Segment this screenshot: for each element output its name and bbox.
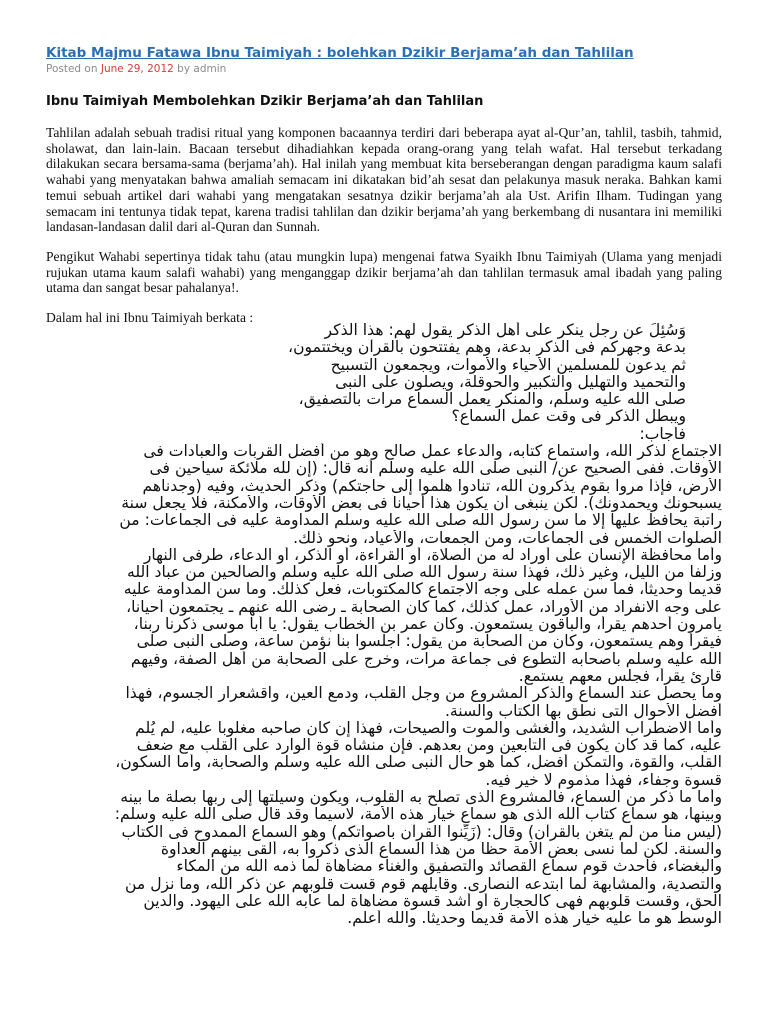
- by-label: by: [177, 63, 191, 75]
- arabic-line: والبغضاء، فأحدث قوم سماع القصائد والتصفيق والغناء مضاهاة لما ذمه الله من المكاء: [176, 858, 722, 876]
- arabic-line: عليه، كما قد كان يكون فى التابعين ومن بعدهم. فإن منشأه قوة الوارد على القلب مع ضعف: [136, 737, 722, 755]
- arabic-line: والسنة. لكن لما نسى بعض الأمة حظاً من هذا السماع الذى ذكروا به، ألقى بينهم العداوة: [160, 840, 722, 858]
- arabic-line: وَسُئِلَ عن رجل ينكر على أهل الذكر يقول لهم: هذا الذكر: [324, 322, 686, 339]
- posted-on-label: Posted on: [46, 63, 98, 75]
- arabic-line: (ليس منا من لم يتغن بالقرآن) وقال: (زَيِّنوا القرآن بأصواتكم) وهو السماع الممدوح فى الكتاب: [121, 823, 722, 841]
- arabic-line: يأمرون أحدهم يقرأ، والباقون يستمعون. وكان عمر بن الخطاب يقول: يا أبا موسى ذكرنا ربنا،: [133, 616, 722, 634]
- arabic-line: قسوة وجفاء، فهذا مذموم لا خير فيه.: [485, 771, 722, 789]
- arabic-line: يسبحونك ويحمدونك). لكن ينبغى أن يكون هذا أحياناً فى بعض الأوقات، والأمكنة، فلا يجعل سنة: [121, 494, 722, 512]
- arabic-line: فأجاب:: [639, 425, 686, 443]
- arabic-line: القلب، والقوة، والتمكن أفضل، كما هو حال النبى صلى الله عليه وسلم والصحابة، وأما السكون،: [115, 754, 722, 772]
- arabic-line: قديماً وحديثاً، فما سن عمله على وجه الاجتماع كالمكتوبات، فعل كذلك. وما سن المداومة عليه: [123, 581, 722, 599]
- arabic-line: الحق، وقست قلوبهم فهى كالحجارة أو أشد قسوة مضاهاة لما عابه الله على اليهود. والدين: [143, 892, 722, 910]
- arabic-line: الله عليه وسلم بأصحابه التطوع فى جماعة مرات، وخرج على الصحابة من أهل الصفة، وفيهم: [130, 650, 722, 668]
- post-author[interactable]: admin: [193, 63, 227, 75]
- arabic-line: وبينها، هو سماع كتاب الله الذى هو سماع خيار هذه الأمة، لاسيما وقد قال صلى الله عليه وسلم:: [114, 806, 722, 824]
- article-subtitle: Ibnu Taimiyah Membolehkan Dzikir Berjama’ah dan Tahlilan: [46, 94, 484, 109]
- arabic-line: وأما محافظة الإنسان على أوراد له من الصلاة، أو القراءة، أو الذكر، أو الدعاء، طرفى النهار: [143, 546, 722, 564]
- arabic-line: وما يحصل عند السماع والذكر المشروع من وجل القلب، ودمع العين، واقشعرار الجسوم، فهذا: [125, 685, 722, 703]
- arabic-line: والتحميد والتهليل والتكبير والحوقلة، ويصلون على النبى: [335, 373, 686, 391]
- post-title-link[interactable]: Kitab Majmu Fatawa Ibnu Taimiyah : bolehkan Dzikir Berjama’ah dan Tahlilan: [46, 45, 634, 61]
- arabic-line: أفضل الأحوال التى نطق بها الكتاب والسنة.: [444, 702, 722, 720]
- arabic-line: الصلوات الخمس فى الجماعات، ومن الجمعات، والأعياد، ونحو ذلك.: [293, 529, 722, 547]
- arabic-fatwa-text: [46, 322, 722, 927]
- arabic-line: وأما ما ذكر من السماع، فالمشروع الذى تصلح به القلوب، ويكون وسيلتها إلى ربها بصلة ما بينه: [120, 789, 722, 807]
- arabic-line: قارئ يقرأ، فجلس معهم يستمع.: [518, 667, 722, 685]
- arabic-line: ويبطل الذكر فى وقت عمل السماع؟: [451, 408, 686, 426]
- arabic-line: والتصدية، والمشابهة لما ابتدعه النصارى. وقابلهم قوم قست قلوبهم عن ذكر الله، وما نزل من: [125, 875, 722, 893]
- arabic-line: بدعة وجهركم فى الذكر بدعة، وهم يفتتحون بالقرآن ويختتمون،: [288, 339, 686, 357]
- paragraph-2: Pengikut Wahabi sepertinya tidak tahu (atau mungkin lupa) mengenai fatwa Syaikh Ibnu Taimiyah (Ulama yang menjadi rujukan utama kaum salafi wahabi) yang menganggap dzikir berjama’ah dan tahlilan termasuk amal ibadah yang paling utama dan sangat besar pahalanya!.: [46, 248, 722, 296]
- arabic-line: الاجتماع لذكر الله، واستماع كتابه، والدعاء عمل صالح وهو من أفضل القربات والعبادات فى: [143, 443, 722, 461]
- paragraph-1: Tahlilan adalah sebuah tradisi ritual yang komponen bacaannya terdiri dari beberapa ayat al-Qur’an, tahlil, tasbih, tahmid, sholawat, dan lain-lain. Bacaan tersebut dihadiahkan kepada orang-orang yang telah wafat. Hal tersebut terkadang dilakukan secara bersama-sama (berjama’ah). Hal inilah yang membuat kita berseberangan dengan paradigma kaum salafi wahabi yang menyatakan bahwa amaliah semacam ini dikatakan bid’ah sesat dan pelakunya masuk neraka. Bahkan kami temui sebuah artikel dari wahabi yang mengatakan sesatnya dzikir berjama’ah ala Ust. Arifin Ilham. Tudingan yang semacam ini tentunya tidak tepat, karena tradisi tahlilan dan dzikir berjama’ah yang berkembang di nusantara ini memiliki landasan-landasan dalil dari al-Quran dan Sunnah.: [46, 125, 722, 235]
- quote-intro: Dalam hal ini Ibnu Taimiyah berkata :: [46, 310, 254, 326]
- article: [46, 44, 722, 326]
- arabic-line: الأرض، فإذا مروا بقوم يذكرون الله، تنادوا هلموا إلى حاجتكم) وذكر الحديث، وفيه (وجدناهم: [142, 477, 722, 495]
- post-meta: [46, 62, 722, 76]
- arabic-line: الوسط هو ما عليه خيار هذه الأمة قديماً وحديثاً. والله أعلم.: [347, 910, 722, 928]
- arabic-line: وأما الاضطراب الشديد، والغشى والموت والصيحات، فهذا إن كان صاحبه مغلوبا عليه، لم يُلَم: [135, 719, 722, 737]
- arabic-line: الأوقات. ففى الصحيح عن/ النبى صلى الله عليه وسلم أنه قال: (إن لله ملائكة سياحين فى: [149, 460, 722, 478]
- arabic-line: راتبة يحافظ عليها إلا ما سن رسول الله صلى الله عليه وسلم المداومة عليه فى الجماعات: من: [119, 512, 722, 530]
- arabic-line: ثم يدعون للمسلمين الأحياء والأموات، ويجمعون التسبيح: [330, 356, 686, 374]
- arabic-line: على وجه الانفراد من الأوراد، عمل كذلك، كما كان الصحابة ـ رضى الله عنهم ـ يجتمعون أحياناً،: [126, 598, 722, 616]
- arabic-line: صلى الله عليه وسلم، والمنكر يعمل السماع مرات بالتصفيق،: [298, 391, 686, 409]
- arabic-line: فيقرأ وهم يستمعون، وكان من الصحابة من يقول: اجلسوا بنا نؤمن ساعة، وصلى النبى صلى: [136, 633, 722, 651]
- arabic-line: وزلفاً من الليل، وغير ذلك، فهذا سنة رسول الله صلى الله عليه وسلم والصالحين من عباد الله: [126, 564, 722, 582]
- post-date-link[interactable]: June 29, 2012: [100, 63, 174, 75]
